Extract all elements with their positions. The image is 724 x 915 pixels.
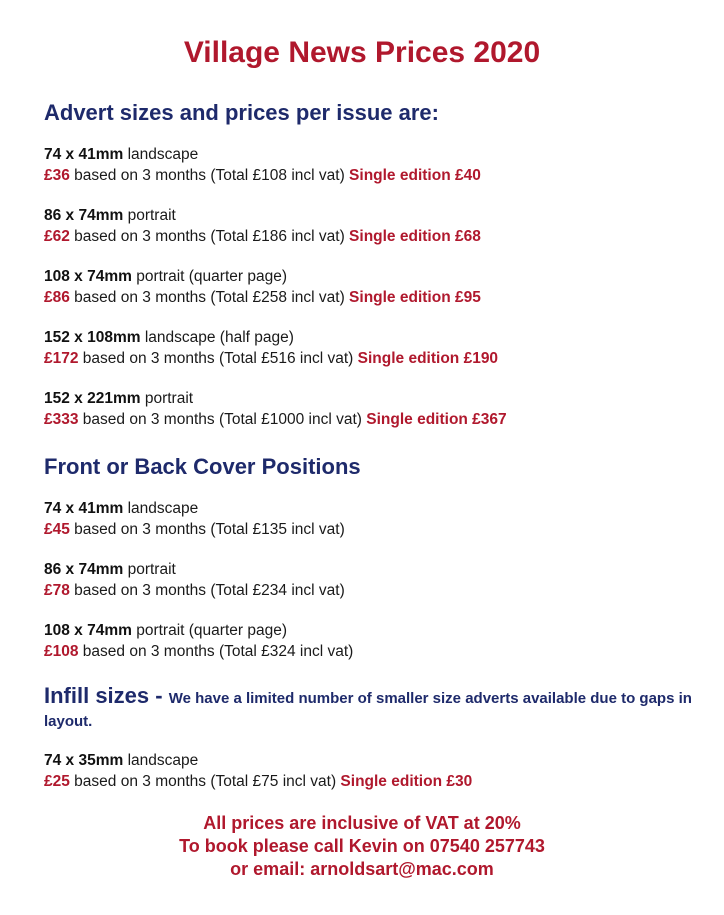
advert-detail: based on 3 months (Total £135 incl vat)	[69, 521, 345, 538]
advert-orientation: portrait (quarter page)	[131, 622, 287, 639]
advert-detail: based on 3 months (Total £1000 incl vat)	[78, 411, 367, 428]
advert-orientation: portrait	[123, 561, 176, 578]
advert-size: 86 x 74mm	[44, 207, 124, 224]
advert-item	[44, 266, 704, 308]
vat-note: All prices are inclusive of VAT at 20%	[203, 813, 521, 833]
advert-price: £62	[44, 228, 70, 245]
advert-orientation: landscape	[123, 500, 199, 517]
advert-item	[44, 620, 704, 662]
advert-detail: based on 3 months (Total £108 incl vat)	[69, 167, 350, 184]
advert-single-edition: Single edition £95	[349, 289, 481, 306]
section-heading-cover-positions: Front or Back Cover Positions	[44, 454, 361, 479]
infill-heading	[44, 684, 704, 733]
advert-size: 74 x 41mm	[44, 146, 124, 163]
advert-price: £25	[44, 773, 70, 790]
advert-price: £86	[44, 289, 70, 306]
advert-price: £333	[44, 411, 79, 428]
advert-detail: based on 3 months (Total £234 incl vat)	[69, 582, 345, 599]
advert-item	[44, 498, 704, 540]
advert-size: 74 x 41mm	[44, 500, 124, 517]
advert-orientation: portrait	[140, 390, 194, 407]
advert-single-edition: Single edition £30	[340, 773, 473, 790]
advert-item	[44, 144, 704, 186]
advert-orientation: portrait (quarter page)	[131, 268, 287, 285]
advert-single-edition: Single edition £68	[349, 228, 481, 245]
advert-detail: based on 3 months (Total £258 incl vat)	[69, 289, 350, 306]
advert-orientation: landscape	[123, 146, 199, 163]
advert-size: 74 x 35mm	[44, 752, 124, 769]
infill-title: Infill sizes -	[44, 683, 169, 708]
advert-detail: based on 3 months (Total £75 incl vat)	[69, 773, 341, 790]
advert-size: 152 x 221mm	[44, 390, 141, 407]
advert-size: 108 x 74mm	[44, 268, 132, 285]
section-heading-advert-sizes: Advert sizes and prices per issue are:	[44, 100, 439, 125]
advert-size: 108 x 74mm	[44, 622, 132, 639]
advert-detail: based on 3 months (Total £186 incl vat)	[69, 228, 350, 245]
advert-single-edition: Single edition £40	[349, 167, 481, 184]
advert-item	[44, 750, 704, 792]
page-title: Village News Prices 2020	[183, 36, 541, 69]
advert-size: 152 x 108mm	[44, 329, 141, 346]
advert-item	[44, 327, 704, 369]
advert-price: £108	[44, 643, 79, 660]
advert-single-edition: Single edition £190	[357, 350, 499, 367]
advert-size: 86 x 74mm	[44, 561, 124, 578]
advert-item	[44, 559, 704, 601]
advert-item	[44, 205, 704, 247]
advert-orientation: landscape	[123, 752, 199, 769]
advert-orientation: landscape (half page)	[140, 329, 294, 346]
advert-detail: based on 3 months (Total £324 incl vat)	[78, 643, 354, 660]
advert-price: £78	[44, 582, 70, 599]
infill-note: We have a limited number of smaller size adverts available due to gaps in layout.	[44, 690, 692, 730]
advert-price: £45	[44, 521, 70, 538]
advert-price: £172	[44, 350, 79, 367]
booking-email: or email: arnoldsart@mac.com	[230, 859, 494, 879]
advert-orientation: portrait	[123, 207, 176, 224]
booking-phone: To book please call Kevin on 07540 257743	[179, 836, 545, 856]
advert-single-edition: Single edition £367	[366, 411, 507, 428]
advert-item	[44, 388, 704, 430]
advert-price: £36	[44, 167, 70, 184]
booking-footer	[0, 812, 724, 881]
advert-detail: based on 3 months (Total £516 incl vat)	[78, 350, 358, 367]
